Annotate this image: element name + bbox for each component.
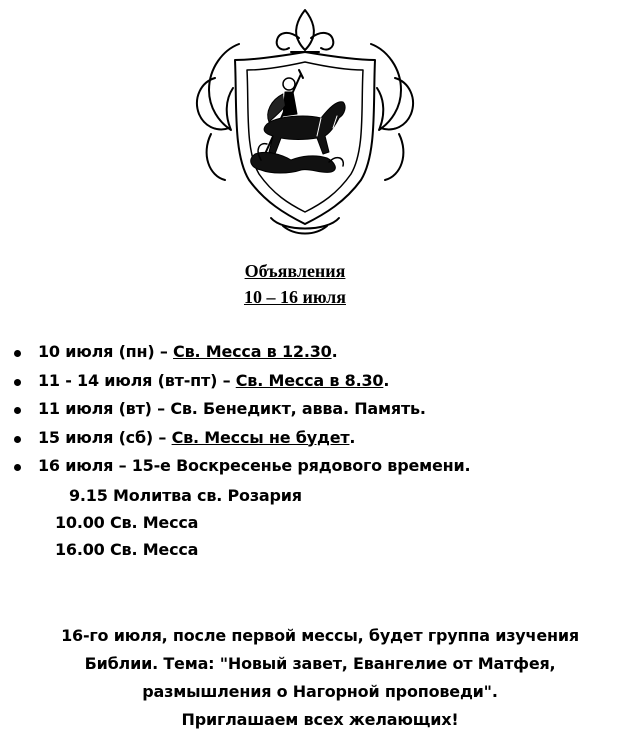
schedule-mass-morning: 10.00 Св. Месса bbox=[55, 513, 199, 532]
coat-of-arms-st-george-icon bbox=[185, 4, 425, 242]
notice-line: 16-го июля, после первой мессы, будет группа изучения bbox=[61, 626, 579, 645]
list-item: 16 июля – 15-е Воскресенье рядового времени. bbox=[14, 456, 470, 485]
bible-study-notice bbox=[20, 622, 620, 734]
list-item: 11 - 14 июля (вт-пт) – Св. Месса в 8.30. bbox=[14, 371, 470, 400]
list-item: 10 июля (пн) – Св. Месса в 12.30. bbox=[14, 342, 470, 371]
notice-line: Библии. Тема: "Новый завет, Евангелие от Матфея, bbox=[84, 654, 556, 673]
list-item: 11 июля (вт) – Св. Бенедикт, авва. Память. bbox=[14, 399, 470, 428]
notice-line: Приглашаем всех желающих! bbox=[181, 710, 459, 729]
date-range: 10 – 16 июля bbox=[243, 287, 346, 307]
schedule-rosary: 9.15 Молитва св. Розария bbox=[69, 486, 302, 505]
schedule-mass-evening: 16.00 Св. Месса bbox=[55, 540, 199, 559]
list-item: 15 июля (сб) – Св. Мессы не будет. bbox=[14, 428, 470, 457]
announcements-title: Объявления bbox=[244, 261, 346, 281]
notice-line: размышления о Нагорной проповеди". bbox=[142, 682, 498, 701]
announcement-list bbox=[14, 342, 470, 485]
